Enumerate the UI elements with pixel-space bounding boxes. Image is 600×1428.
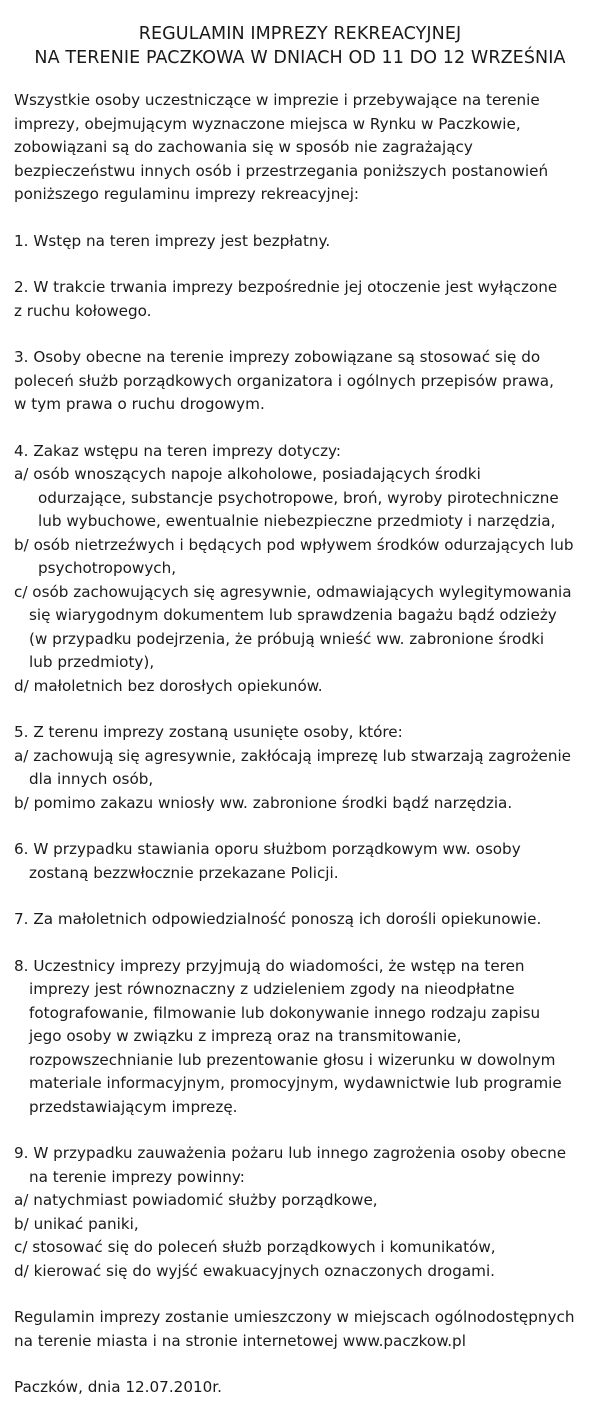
- list-item-line: lub przedmioty),: [29, 653, 155, 671]
- text-line: 2. W trakcie trwania imprezy bezpośrednie jej otoczenie jest wyłączone: [14, 278, 558, 296]
- list-item-line: odurzające, substancje psychotropowe, broń, wyroby pirotechniczne: [38, 488, 559, 507]
- list-item-line: a/ osób wnoszących napoje alkoholowe, posiadających środki: [14, 465, 481, 483]
- signature-block: [14, 1376, 586, 1400]
- text-line: na terenie miasta i na stronie internetowej www.paczkow.pl: [14, 1331, 466, 1350]
- rule-heading: 9. W przypadku zauważenia pożaru lub innego zagrożenia osoby obecne: [14, 1144, 567, 1162]
- paragraph-gap: [14, 1119, 586, 1142]
- title-line: NA TERENIE PACZKOWA W DNIACH OD 11 DO 12 WRZEŚNIA: [34, 48, 566, 68]
- list-item-line: lub wybuchowe, ewentualnie niebezpieczne przedmioty i narzędzia,: [38, 512, 556, 530]
- text-line: imprezy jest równoznaczny z udzieleniem zgody na nieodpłatne: [29, 980, 515, 998]
- text-line: 3. Osoby obecne na terenie imprezy zobowiązane są stosować się do: [14, 348, 541, 366]
- list-item-line: psychotropowych,: [38, 559, 177, 577]
- list-item-line: b/ pomimo zakazu wniosły ww. zabronione środki bądź narzędzia.: [14, 793, 513, 812]
- list-item-line: a/ zachowują się agresywnie, zakłócają imprezę lub stwarzają zagrożenie: [14, 746, 572, 765]
- intro-paragraph: [14, 89, 586, 207]
- list-item-line: dla innych osób,: [29, 770, 154, 788]
- rule-1: [14, 230, 586, 254]
- text-line: materiale informacyjnym, promocyjnym, wydawnictwie lub programie: [29, 1074, 562, 1092]
- text-line: 1. Wstęp na teren imprezy jest bezpłatny.: [14, 231, 331, 250]
- paragraph-gap: [14, 1283, 586, 1306]
- rule-4: [14, 440, 586, 699]
- paragraph-gap: [14, 1353, 586, 1376]
- text-line: poleceń służb porządkowych organizatora i ogólnych przepisów prawa,: [14, 371, 554, 390]
- paragraph-gap: [14, 698, 586, 721]
- rule-6: [14, 838, 586, 885]
- list-item-line: d/ kierować się do wyjść ewakuacyjnych oznaczonych drogami.: [14, 1261, 496, 1280]
- list-item-line: b/ unikać paniki,: [14, 1214, 139, 1233]
- list-item-line: d/ małoletnich bez dorosłych opiekunów.: [14, 676, 323, 695]
- text-line: zostaną bezzwłocznie przekazane Policji.: [29, 863, 339, 882]
- place-and-date: Paczków, dnia 12.07.2010r.: [14, 1378, 222, 1396]
- text-line: zobowiązani są do zachowania się w sposób nie zagrażający: [14, 138, 473, 156]
- rule-heading: 4. Zakaz wstępu na teren imprezy dotyczy:: [14, 441, 342, 460]
- list-item-line: a/ natychmiast powiadomić służby porządkowe,: [14, 1191, 378, 1209]
- rule-heading: 5. Z terenu imprezy zostaną usunięte osoby, które:: [14, 723, 403, 741]
- paragraph-gap: [14, 815, 586, 838]
- text-line: poniższego regulaminu imprezy rekreacyjnej:: [14, 185, 360, 203]
- text-line: jego osoby w związku z imprezą oraz na transmitowanie,: [29, 1027, 462, 1045]
- closing-paragraph: [14, 1306, 586, 1353]
- paragraph-gap: [14, 323, 586, 346]
- list-item-line: c/ stosować się do poleceń służb porządkowych i komunikatów,: [14, 1238, 496, 1256]
- text-line: z ruchu kołowego.: [14, 301, 152, 320]
- paragraph-gap: [14, 253, 586, 276]
- list-item-line: b/ osób nietrzeźwych i będących pod wpływem środków odurzających lub: [14, 535, 574, 554]
- rule-heading: na terenie imprezy powinny:: [29, 1167, 245, 1186]
- text-line: przedstawiającym imprezę.: [29, 1097, 238, 1116]
- text-line: bezpieczeństwu innych osób i przestrzegania poniższych postanowień: [14, 161, 549, 180]
- document-title: [14, 22, 586, 70]
- text-line: imprezy, obejmującym wyznaczone miejsca w Rynku w Paczkowie,: [14, 114, 521, 133]
- text-line: Wszystkie osoby uczestniczące w imprezie i przebywające na terenie: [14, 91, 540, 109]
- text-line: 6. W przypadku stawiania oporu służbom porządkowym ww. osoby: [14, 840, 521, 858]
- paragraph-gap: [14, 932, 586, 955]
- text-line: 7. Za małoletnich odpowiedzialność ponoszą ich dorośli opiekunowie.: [14, 910, 542, 928]
- paragraph-gap: [14, 207, 586, 230]
- rule-3: [14, 346, 586, 417]
- text-line: rozpowszechnianie lub prezentowanie głosu i wizerunku w dowolnym: [29, 1050, 556, 1069]
- rule-2: [14, 276, 586, 323]
- list-item-line: c/ osób zachowujących się agresywnie, odmawiających wylegitymowania: [14, 582, 572, 601]
- list-item-line: (w przypadku podejrzenia, że próbują wnieść ww. zabronione środki: [29, 629, 545, 648]
- rule-8: [14, 955, 586, 1120]
- text-line: 8. Uczestnicy imprezy przyjmują do wiadomości, że wstęp na teren: [14, 956, 525, 975]
- paragraph-gap: [14, 885, 586, 908]
- text-line: w tym prawa o ruchu drogowym.: [14, 395, 265, 413]
- title-line: REGULAMIN IMPREZY REKREACYJNEJ: [138, 24, 462, 44]
- rule-7: [14, 908, 586, 932]
- rule-5: [14, 721, 586, 815]
- text-line: fotografowanie, filmowanie lub dokonywanie innego rodzaju zapisu: [29, 1003, 541, 1022]
- text-line: Regulamin imprezy zostanie umieszczony w miejscach ogólnodostępnych: [14, 1308, 575, 1326]
- list-item-line: się wiarygodnym dokumentem lub sprawdzenia bagażu bądź odzieży: [29, 606, 557, 624]
- rule-9: [14, 1142, 586, 1283]
- paragraph-gap: [14, 417, 586, 440]
